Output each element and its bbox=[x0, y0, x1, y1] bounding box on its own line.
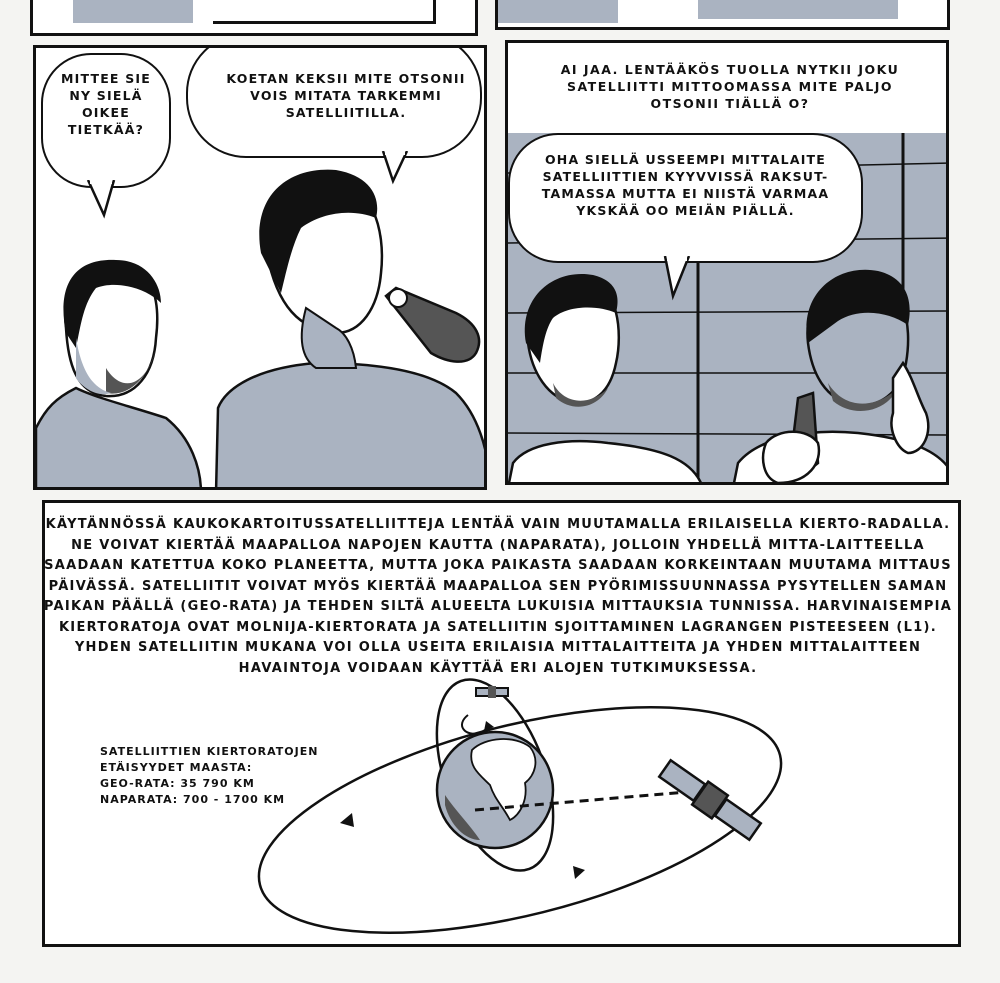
satellite-icon bbox=[657, 757, 763, 843]
bubble-small-tail bbox=[86, 180, 126, 220]
top-left-art-2 bbox=[213, 0, 436, 24]
top-right-art-2 bbox=[698, 0, 898, 19]
comic-panel-right bbox=[505, 40, 949, 485]
comic-panel-left bbox=[33, 45, 487, 490]
legend-title: SATELLIITTIEN KIERTORATOJEN bbox=[100, 745, 319, 758]
narration-caption: AI JAA. LENTÄÄKÖS TUOLLA NYTKII JOKU SATELLIITTI MITTOOMASSA MITE PALJO OTSONII TIÄLLÄ O? bbox=[560, 62, 900, 111]
speech-text-large: KOETAN KEKSII MITE OTSONII VOIS MITATA TARKEMMI SATELLIITILLA. bbox=[226, 71, 466, 120]
orbit-arrow-left bbox=[340, 813, 354, 827]
legend-geo: GEO-RATA: 35 790 KM bbox=[100, 777, 255, 790]
speech-text-right: OHA SIELLÄ USSEEMPI MITTALAITE SATELLIITTIEN KYYVVISSÄ RAKSUT-TAMASSA MUTTA EI NIISTÄ VARMAA YKSKÄÄ OO MEIÄN PIÄLLÄ. bbox=[541, 152, 830, 218]
small-satellite-icon bbox=[476, 686, 508, 698]
orbit-arrow-bottom bbox=[573, 866, 585, 879]
top-panel-left-fragment bbox=[30, 0, 478, 36]
top-panel-right-fragment bbox=[495, 0, 950, 30]
speech-text-small: MITTEE SIE NY SIELÄ OIKEE TIETKÄÄ? bbox=[60, 71, 152, 137]
legend-subtitle: ETÄISYYDET MAASTA: bbox=[100, 761, 253, 774]
bubble-right-tail bbox=[663, 256, 703, 301]
top-left-art bbox=[73, 0, 193, 23]
orbit-diagram bbox=[240, 675, 800, 935]
info-paragraph: KÄYTÄNNÖSSÄ KAUKOKARTOITUSSATELLIITTEJA LENTÄÄ VAIN MUUTAMALLA ERILAISELLA KIERTO-RADALLA. NE VOIVAT KIERTÄÄ MAAPALLOA NAPOJEN KAUTTA (NAPARATA), JOLLOIN YHDELLÄ MITTA-LAITTEELLA SAADAAN KATETTUA KOKO PLANEETTA, MUTTA JOKA PAIKASTA SAADAAN KORKEINTAAN MUUTAMA MITTAUS PÄIVÄSSÄ. SATELLIITIT VOIVAT MYÖS KIERTÄÄ MAAPALLOA SEN PYÖRIMISSUUNNASSA PYSYTELLEN SAMAN PAIKAN PÄÄLLÄ (GEO-RATA) JA TEHDEN SILTÄ ALUEELTA LUKUISIA MITTAUKSIA TUNNISSA. HARVINAISEMPIA KIERTORATOJA OVAT MOLNIJA-KIERTORATA JA SATELLIITIN SJOITTAMINEN LAGRANGEN PISTEESEEN (L1). YHDEN SATELLIITIN MUKANA VOI OLLA USEITA ERILAISIA MITTALAITTEITA JA YHDEN MITTALAITTEEN HAVAINTOJA VOIDAAN KÄYTTÄÄ ERI ALOJEN TUTKIMUKSESSA. bbox=[43, 517, 953, 676]
legend-polar: NAPARATA: 700 - 1700 KM bbox=[100, 793, 286, 806]
top-right-art bbox=[498, 0, 618, 23]
bubble-large-tail bbox=[381, 151, 421, 191]
